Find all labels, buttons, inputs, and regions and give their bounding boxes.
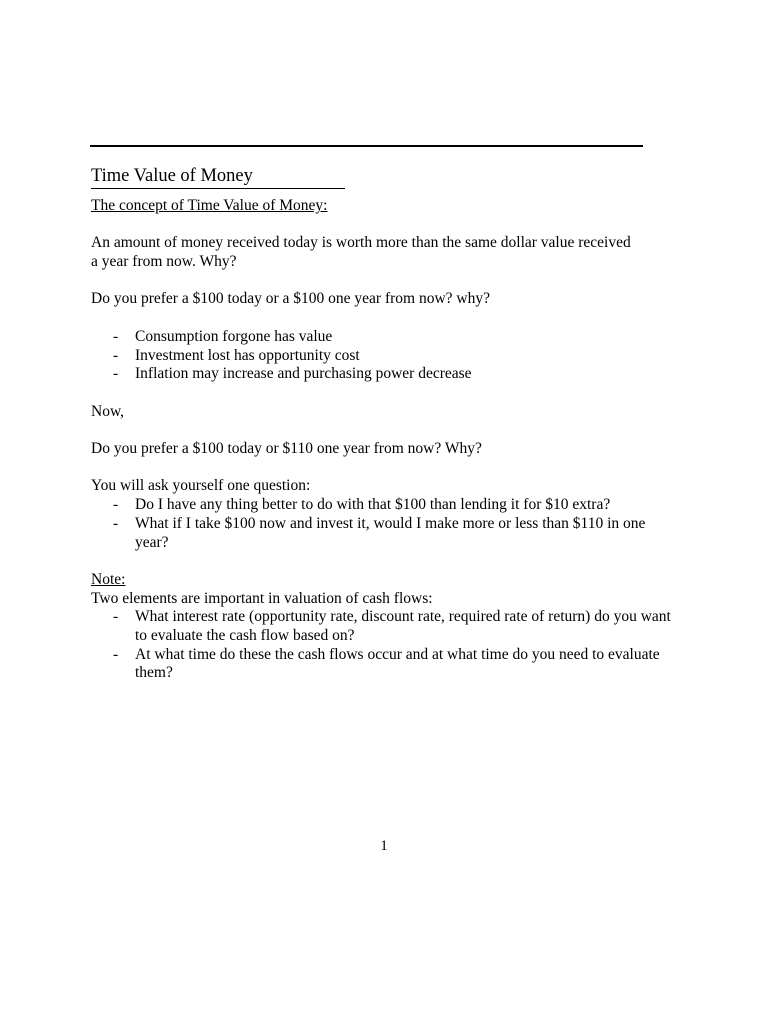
ask-points-list xyxy=(91,496,656,552)
document-title: Time Value of Money xyxy=(91,166,253,186)
now-label: Now, xyxy=(91,402,125,420)
bullet-dash: - xyxy=(113,496,119,514)
ask-intro: You will ask yourself one question: xyxy=(91,477,311,495)
list-item: - Do I have any thing better to do with that $100 than lending it for $10 extra? xyxy=(113,496,611,514)
question-one: Do you prefer a $100 today or a $100 one year from now? why? xyxy=(91,290,490,308)
reasons-list xyxy=(91,328,691,384)
top-rule-divider xyxy=(90,145,643,147)
list-item: - At what time do these the cash flows occur and at what time do you need to evaluate them? xyxy=(113,645,660,682)
list-item: - Inflation may increase and purchasing power decrease xyxy=(113,365,472,383)
bullet-dash: - xyxy=(113,365,119,383)
question-two: Do you prefer a $100 today or $110 one year from now? Why? xyxy=(91,440,482,458)
bullet-dash: - xyxy=(113,327,119,345)
list-item: - Investment lost has opportunity cost xyxy=(113,346,360,364)
note-label: Note: xyxy=(91,570,126,588)
bullet-dash: - xyxy=(113,645,119,663)
bullet-dash: - xyxy=(113,346,119,364)
note-points-list xyxy=(91,608,681,683)
list-item: - Consumption forgone has value xyxy=(113,327,333,345)
intro-paragraph: An amount of money received today is worth more than the same dollar value received a year from now. Why? xyxy=(91,234,631,271)
note-intro: Two elements are important in valuation of cash flows: xyxy=(91,589,433,607)
list-item: - What if I take $100 now and invest it, would I make more or less than $110 in one year? xyxy=(113,514,646,551)
document-title-underline xyxy=(91,164,345,189)
bullet-dash: - xyxy=(113,608,119,626)
list-item: - What interest rate (opportunity rate, discount rate, required rate of return) do you want to evaluate the cash flow based on? xyxy=(113,608,671,645)
bullet-dash: - xyxy=(113,514,119,532)
document-body xyxy=(91,164,691,683)
page-number: 1 xyxy=(380,838,388,854)
section-heading: The concept of Time Value of Money: xyxy=(91,197,328,214)
